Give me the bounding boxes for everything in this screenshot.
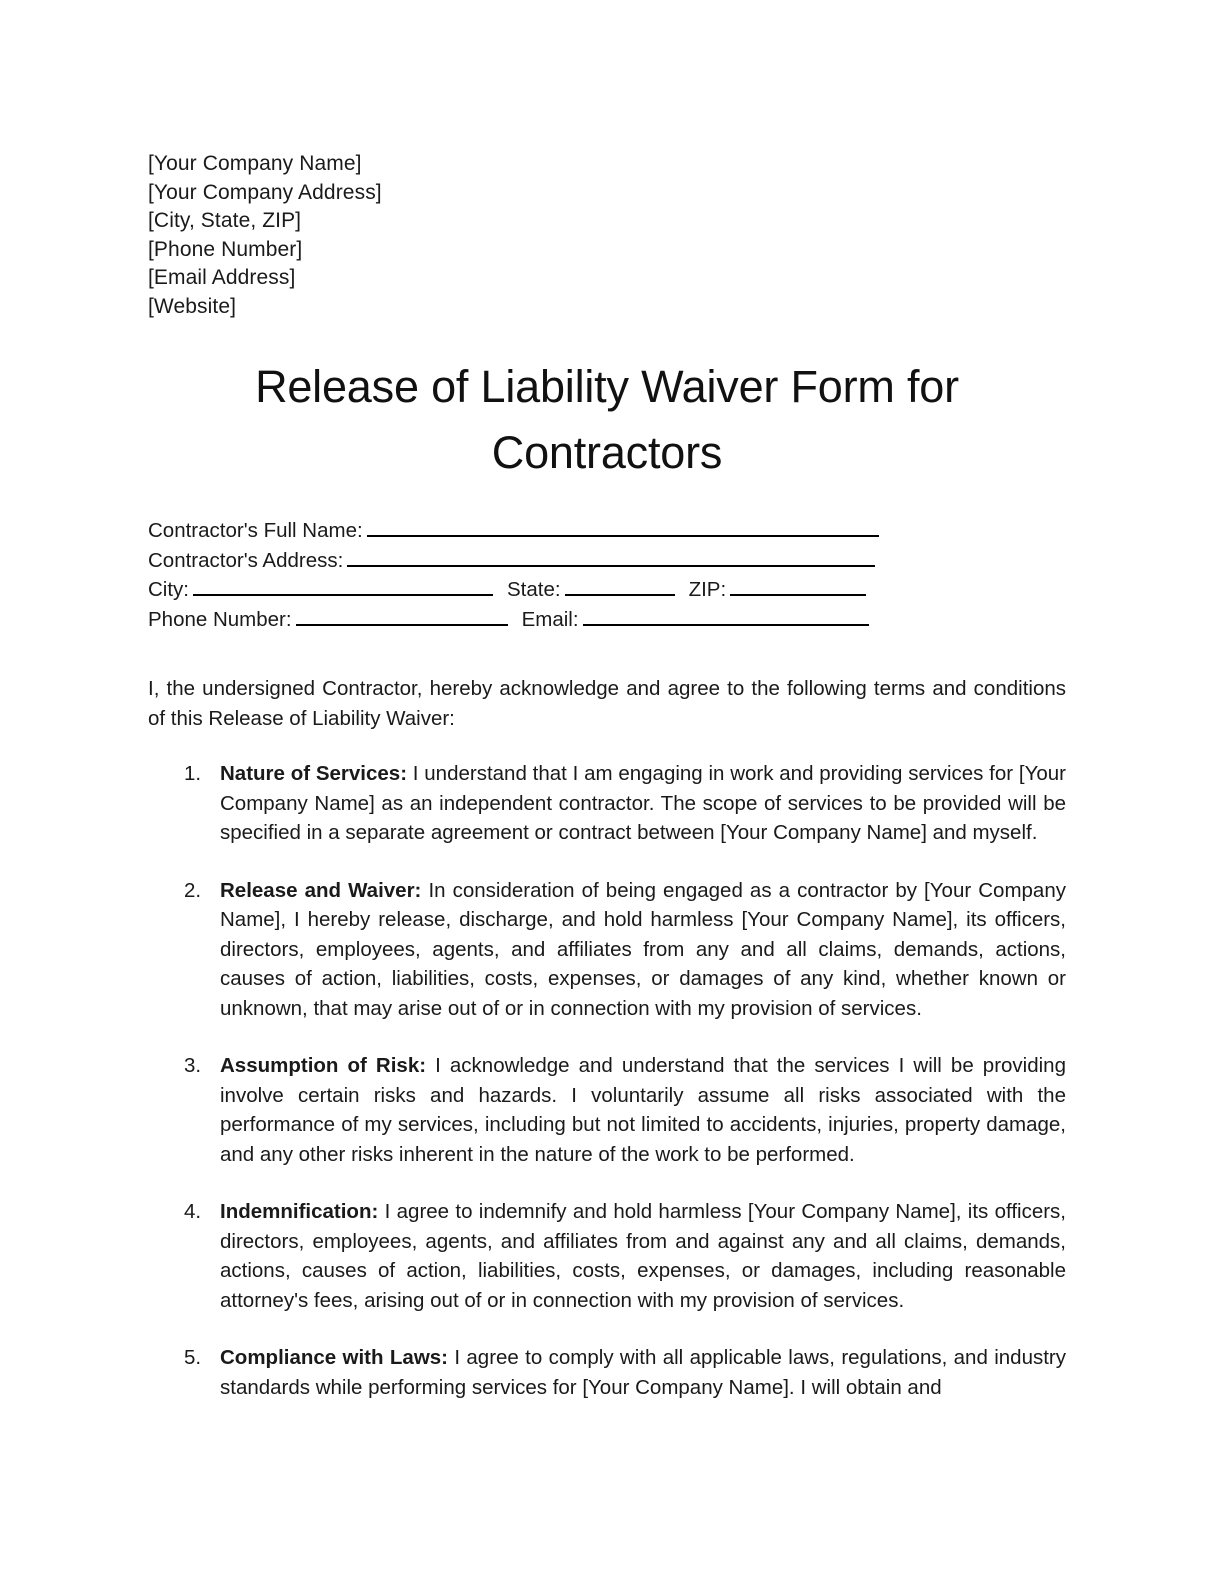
- contractor-info-fields: [148, 516, 1066, 634]
- term-title-1: Nature of Services:: [220, 762, 408, 786]
- term-body-2: In consideration of being engaged as a contractor by [Your Company Name], I hereby release, discharge, and hold harmless [Your Company Name], its officers, directors, employees, agents, and affiliates from any and all claims, demands, actions, causes of action, liabilities, costs, expenses, or damages of any kind, whether known or unknown, that may arise out of or in connection with my provision of services.: [220, 878, 1066, 1020]
- term-item-4: [148, 1197, 1066, 1315]
- company-email-line: [Email Address]: [148, 266, 296, 289]
- term-body-5: I agree to comply with all applicable laws, regulations, and industry standards while performing services for [Your Company Name]. I will obtain and: [220, 1346, 1066, 1399]
- state-label: State:: [507, 578, 561, 602]
- term-body-1: I understand that I am engaging in work and providing services for [Your Company Name] as an independent contractor. The scope of services to be provided will be specified in a separate agreement or contract between [Your Company Name] and myself.: [220, 762, 1067, 845]
- term-title-4: Indemnification:: [220, 1200, 379, 1224]
- full-name-input[interactable]: [367, 517, 879, 537]
- company-address-line: [Your Company Address]: [148, 180, 382, 204]
- state-input[interactable]: [565, 576, 675, 596]
- intro-paragraph: I, the undersigned Contractor, hereby acknowledge and agree to the following terms and conditions of this Release of Liability Waiver:: [148, 677, 1066, 730]
- zip-input[interactable]: [730, 576, 866, 596]
- term-body-3: I acknowledge and understand that the services I will be providing involve certain risks and hazards. I voluntarily assume all risks associated with the performance of my services, including but not limited to accidents, injuries, property damage, and any other risks inherent in the nature of the work to be performed.: [220, 1054, 1066, 1166]
- company-phone-line: [Phone Number]: [148, 237, 303, 261]
- full-name-label: Contractor's Full Name:: [148, 519, 363, 543]
- term-item-3: [148, 1051, 1066, 1169]
- email-label: Email:: [521, 607, 579, 631]
- address-label: Contractor's Address:: [148, 548, 344, 572]
- field-row-address: [148, 546, 1066, 576]
- term-title-5: Compliance with Laws:: [220, 1346, 448, 1370]
- term-item-5: [148, 1343, 1066, 1402]
- field-row-city-state-zip: [148, 575, 1066, 605]
- company-website-line: [Website]: [148, 294, 237, 318]
- email-input[interactable]: [583, 606, 869, 626]
- address-input[interactable]: [347, 547, 875, 567]
- page-title: Release of Liability Waiver Form for Contractors: [255, 361, 959, 478]
- term-item-1: [148, 759, 1066, 848]
- terms-list: [148, 759, 1066, 1402]
- company-header-block: [148, 150, 1066, 321]
- term-item-2: [148, 876, 1066, 1024]
- company-city-state-zip-line: [City, State, ZIP]: [148, 209, 302, 232]
- phone-label: Phone Number:: [148, 607, 292, 631]
- field-row-phone-email: [148, 605, 1066, 635]
- phone-input[interactable]: [296, 606, 508, 626]
- field-row-full-name: [148, 516, 1066, 546]
- zip-label: ZIP:: [688, 578, 727, 602]
- city-label: City:: [148, 578, 189, 602]
- term-title-2: Release and Waiver:: [220, 878, 422, 902]
- company-name-line: [Your Company Name]: [148, 152, 362, 175]
- term-title-3: Assumption of Risk:: [220, 1054, 427, 1078]
- document-content: [148, 150, 1066, 1430]
- city-input[interactable]: [193, 576, 493, 596]
- term-body-4: I agree to indemnify and hold harmless [Your Company Name], its officers, directors, employees, agents, and affiliates from and against any and all claims, demands, actions, causes of action, liabilities, costs, expenses, or damages, including reasonable attorney's fees, arising out of or in connection with my provision of services.: [220, 1200, 1066, 1312]
